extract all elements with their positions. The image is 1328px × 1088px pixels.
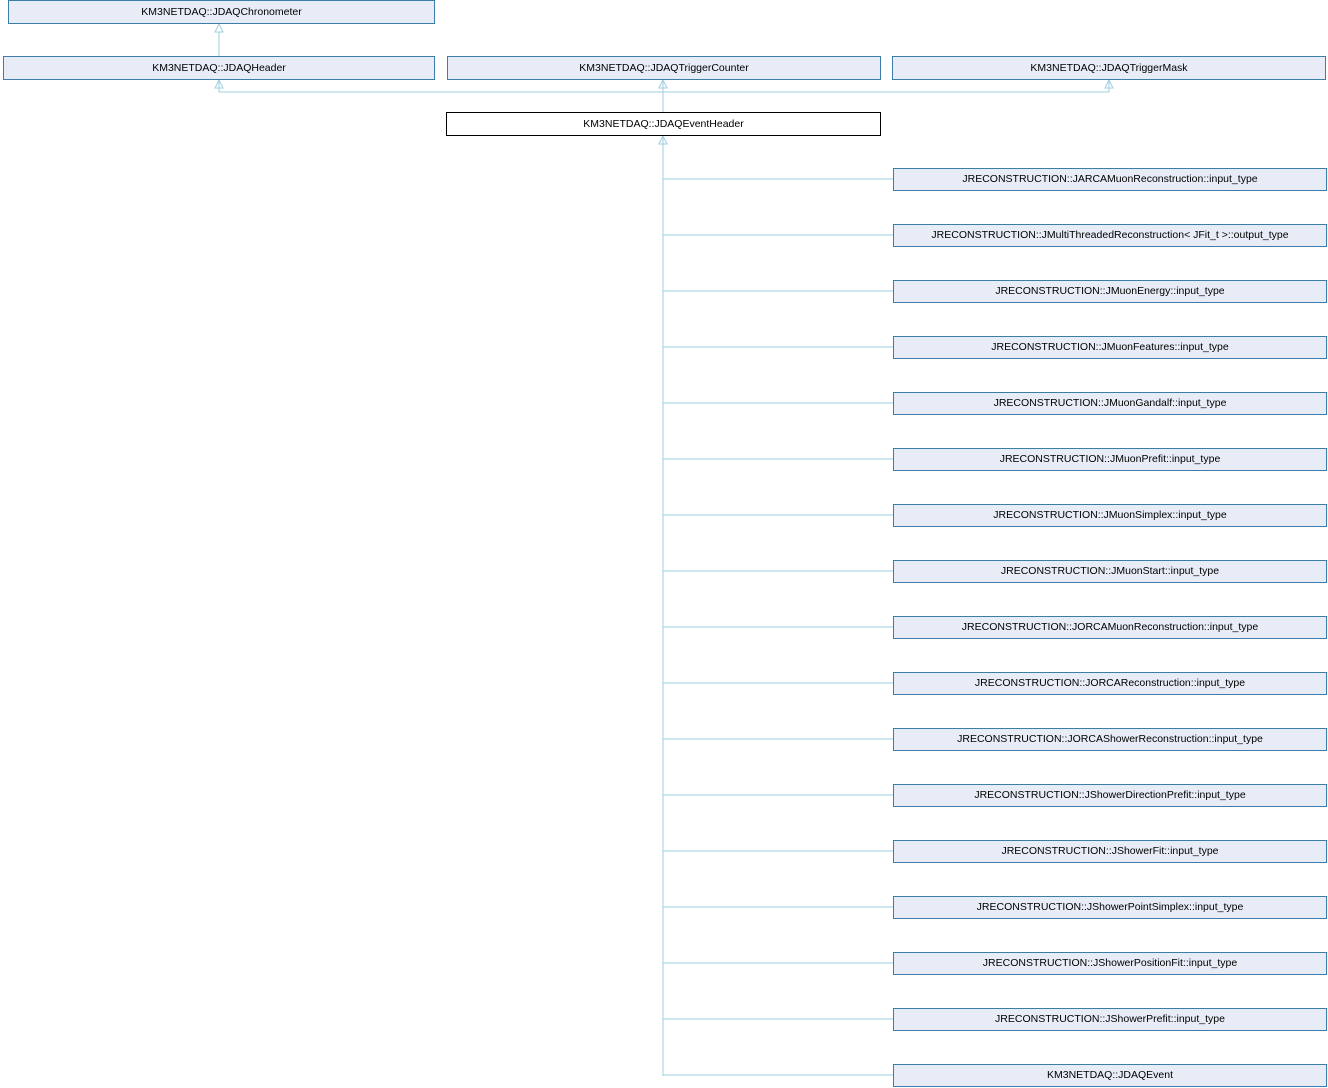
class-node-jshowerpointsimplex-input-type[interactable]: [893, 896, 1327, 919]
class-node-label: JRECONSTRUCTION::JMultiThreadedReconstruction< JFit_t >::output_type: [931, 229, 1289, 242]
class-node-label: KM3NETDAQ::JDAQTriggerCounter: [579, 61, 749, 74]
class-node-jshowerdirectionprefit-input-type[interactable]: [893, 784, 1327, 807]
class-node-label: KM3NETDAQ::JDAQEvent: [1046, 1069, 1174, 1082]
class-node-jmuonprefit-input-type[interactable]: [893, 448, 1327, 471]
class-node-label: JRECONSTRUCTION::JARCAMuonReconstruction::input_type: [962, 173, 1258, 186]
class-node-label: JRECONSTRUCTION::JORCAMuonReconstruction::input_type: [961, 621, 1259, 634]
class-node-label: KM3NETDAQ::JDAQTriggerMask: [1030, 61, 1188, 74]
class-node-label: JRECONSTRUCTION::JShowerPrefit::input_type: [995, 1013, 1225, 1026]
class-node-jdaqheader[interactable]: [3, 56, 435, 80]
class-node-label: JRECONSTRUCTION::JMuonGandalf::input_type: [993, 397, 1227, 410]
class-node-label: JRECONSTRUCTION::JMuonSimplex::input_type: [993, 509, 1227, 522]
class-node-jmuonstart-input-type[interactable]: [893, 560, 1327, 583]
class-node-jdaqevent[interactable]: [893, 1064, 1327, 1087]
class-node-label: JRECONSTRUCTION::JShowerDirectionPrefit::input_type: [974, 789, 1246, 802]
class-node-jshowerpositionfit-input-type[interactable]: [893, 952, 1327, 975]
class-node-label: JRECONSTRUCTION::JShowerFit::input_type: [1001, 845, 1219, 858]
class-node-jorcashowerreconstruction-input-type[interactable]: [893, 728, 1327, 751]
class-node-jorcareconstruction-input-type[interactable]: [893, 672, 1327, 695]
class-node-label: JRECONSTRUCTION::JShowerPositionFit::input_type: [982, 957, 1238, 970]
class-node-jdaqtriggercounter[interactable]: [447, 56, 881, 80]
class-node-jshowerprefit-input-type[interactable]: [893, 1008, 1327, 1031]
class-node-label: KM3NETDAQ::JDAQChronometer: [141, 5, 302, 18]
class-node-jarcamuonreconstruction-input-type[interactable]: [893, 168, 1327, 191]
class-node-label: JRECONSTRUCTION::JShowerPointSimplex::input_type: [976, 901, 1244, 914]
class-node-jmultithreadedreconstruction-output-type[interactable]: [893, 224, 1327, 247]
class-node-jdaqtriggermask[interactable]: [892, 56, 1326, 80]
class-node-label: JRECONSTRUCTION::JMuonStart::input_type: [1000, 565, 1220, 578]
class-node-label: KM3NETDAQ::JDAQEventHeader: [583, 117, 744, 130]
class-node-jshowerfit-input-type[interactable]: [893, 840, 1327, 863]
class-node-label: JRECONSTRUCTION::JMuonFeatures::input_type: [991, 341, 1229, 354]
class-node-label: JRECONSTRUCTION::JORCAShowerReconstruction::input_type: [957, 733, 1263, 746]
class-node-jmuonsimplex-input-type[interactable]: [893, 504, 1327, 527]
class-node-jmuonfeatures-input-type[interactable]: [893, 336, 1327, 359]
class-node-label: JRECONSTRUCTION::JMuonPrefit::input_type: [999, 453, 1221, 466]
class-node-label: KM3NETDAQ::JDAQHeader: [152, 61, 286, 74]
class-node-jorcamuonreconstruction-input-type[interactable]: [893, 616, 1327, 639]
class-node-label: JRECONSTRUCTION::JORCAReconstruction::input_type: [974, 677, 1246, 690]
class-node-jmuongandalf-input-type[interactable]: [893, 392, 1327, 415]
class-node-jmuonenergy-input-type[interactable]: [893, 280, 1327, 303]
class-node-jdaqeventheader-current[interactable]: [446, 112, 881, 136]
class-node-label: JRECONSTRUCTION::JMuonEnergy::input_type: [995, 285, 1225, 298]
class-node-jdaqchronometer[interactable]: [8, 0, 435, 24]
